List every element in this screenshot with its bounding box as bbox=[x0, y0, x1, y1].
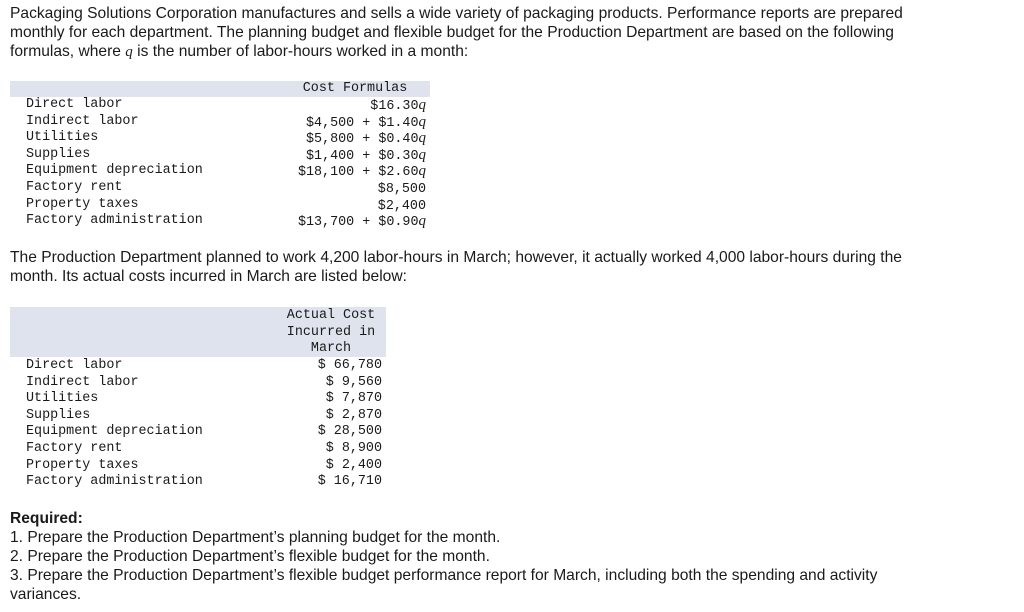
actual-value: $ 66,780 bbox=[317, 358, 382, 373]
row-label: Utilities bbox=[26, 391, 99, 407]
intro-line-3a: formulas, where bbox=[10, 43, 126, 60]
row-label: Property taxes bbox=[26, 457, 139, 473]
formula-value: $18,100 + $2.60q bbox=[297, 163, 426, 181]
actual-value: $ 8,900 bbox=[325, 440, 382, 456]
required-title: Required: bbox=[10, 510, 83, 527]
formula-value: $2,400 bbox=[377, 198, 426, 214]
row-label: Factory rent bbox=[26, 179, 123, 195]
actual-costs-table bbox=[10, 307, 386, 492]
actual-value: $ 2,400 bbox=[325, 457, 382, 473]
middle-paragraph bbox=[10, 248, 902, 286]
row-label: Indirect labor bbox=[26, 113, 139, 129]
actual-costs-header bbox=[276, 308, 386, 358]
row-label: Indirect labor bbox=[26, 374, 139, 390]
actual-value: $ 2,870 bbox=[325, 407, 382, 423]
row-label: Direct labor bbox=[26, 97, 123, 112]
middle-line-2: month. Its actual costs incurred in March are listed below: bbox=[10, 268, 407, 285]
cost-formulas-values bbox=[298, 97, 426, 230]
row-label: Property taxes bbox=[26, 196, 139, 212]
header-line-2: Incurred in bbox=[286, 324, 376, 340]
row-label: Factory administration bbox=[26, 474, 203, 490]
actual-value: $ 28,500 bbox=[317, 424, 382, 440]
intro-line-3b: is the number of labor-hours worked in a month: bbox=[132, 43, 469, 60]
row-label: Utilities bbox=[26, 130, 99, 146]
row-label: Factory rent bbox=[26, 440, 123, 456]
required-item-3-cont: variances. bbox=[10, 586, 82, 603]
actual-costs-values bbox=[318, 358, 382, 491]
row-label: Equipment depreciation bbox=[26, 424, 203, 440]
formula-value: $5,800 + $0.40q bbox=[306, 130, 426, 148]
row-label: Direct labor bbox=[26, 358, 123, 373]
formula-value: $1,400 + $0.30q bbox=[306, 146, 426, 164]
cost-formulas-header: Cost Formulas bbox=[302, 81, 408, 96]
required-item-1: 1. Prepare the Production Department’s planning budget for the month. bbox=[10, 529, 501, 546]
row-label: Equipment depreciation bbox=[26, 163, 203, 179]
row-label: Supplies bbox=[26, 407, 91, 423]
intro-paragraph bbox=[10, 4, 903, 62]
formula-value: $8,500 bbox=[377, 181, 426, 197]
middle-line-1: The Production Department planned to work 4,200 labor-hours in March; however, it actually worked 4,000 labor-hours during the bbox=[10, 249, 902, 266]
actual-value: $ 7,870 bbox=[325, 391, 382, 407]
formula-value: $4,500 + $1.40q bbox=[306, 113, 426, 131]
formula-value: $13,700 + $0.90q bbox=[297, 213, 426, 231]
q-variable: q bbox=[125, 44, 133, 60]
header-line-1: Actual Cost bbox=[286, 308, 376, 323]
required-item-3: 3. Prepare the Production Department’s flexible budget performance report for March, including both the spending and activity bbox=[10, 567, 878, 584]
intro-line-3 bbox=[10, 42, 903, 62]
row-label: Supplies bbox=[26, 146, 91, 162]
required-section bbox=[10, 509, 877, 604]
formula-value: $16.30q bbox=[370, 97, 426, 114]
row-label: Factory administration bbox=[26, 213, 203, 229]
actual-costs-labels bbox=[26, 358, 203, 491]
actual-value: $ 9,560 bbox=[325, 374, 382, 390]
intro-line-2: monthly for each department. The planning budget and flexible budget for the Production Department are based on the following bbox=[10, 24, 894, 41]
intro-line-1: Packaging Solutions Corporation manufactures and sells a wide variety of packaging products. Performance reports are prepared bbox=[10, 5, 903, 22]
actual-value: $ 16,710 bbox=[317, 474, 382, 490]
cost-formulas-labels bbox=[26, 97, 203, 230]
header-line-3: March bbox=[310, 341, 352, 357]
cost-formulas-table bbox=[10, 81, 430, 231]
required-item-2: 2. Prepare the Production Department’s flexible budget for the month. bbox=[10, 548, 490, 565]
